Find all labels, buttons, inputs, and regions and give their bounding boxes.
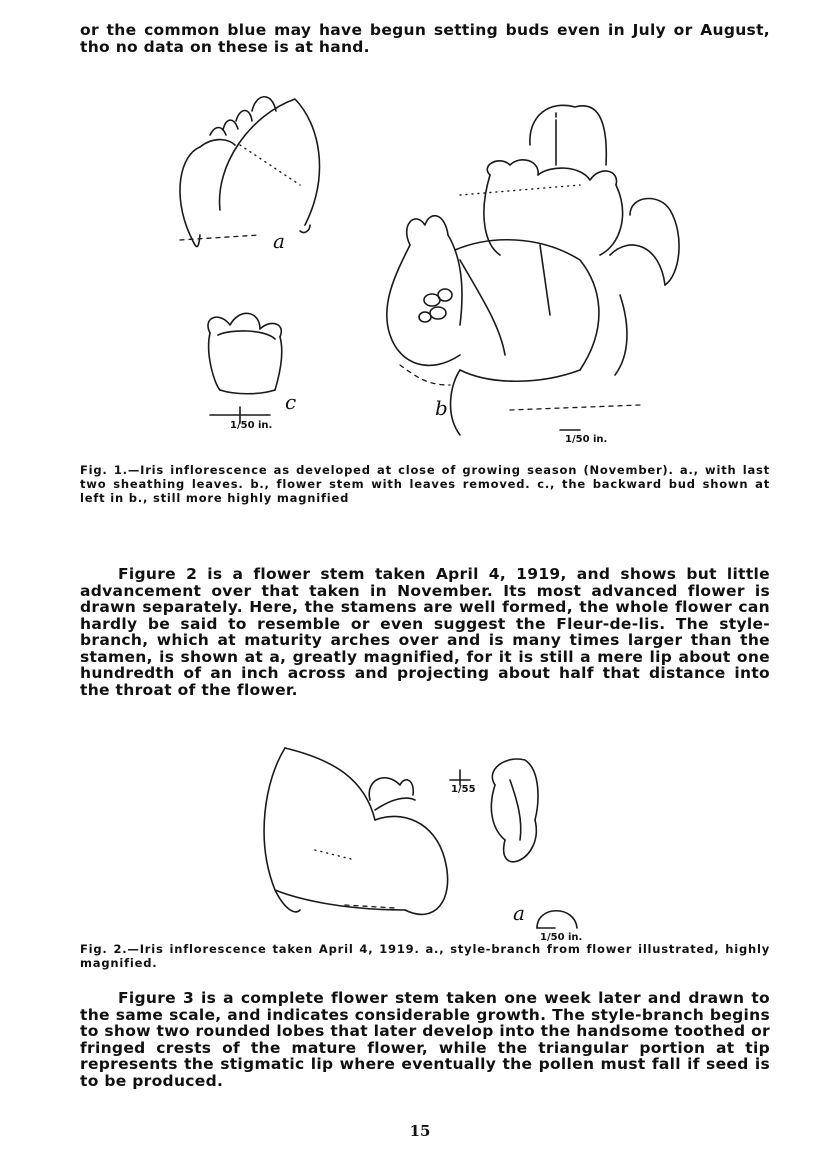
figure-2-caption: Fig. 2.—Iris inflorescence taken April 4, 1919. a., style-branch from flower illustrated, highly magnified. xyxy=(80,942,770,970)
paragraph-figure-3: Figure 3 is a complete flower stem taken one week later and drawn to the same scale, and indicates considerable growth. The style-branch begins to show two rounded lobes that later develop into the handsome toothed or fringed crests of the mature flower, while the triangular portion at tip represents the stigmatic lip where eventually the pollen must fall if seed is to be produced. xyxy=(80,989,770,1090)
figure-1a-label: a xyxy=(273,229,285,253)
figure-2-label-a: a xyxy=(513,901,525,925)
figure-1-caption: Fig. 1.—Iris inflorescence as developed at close of growing season (November). a., with last two sheathing leaves. b., flower stem with leaves removed. c., the backward bud shown at left in b., still more highly magnified xyxy=(80,463,770,505)
page-number: 15 xyxy=(409,1122,431,1140)
figure-1c-scale: 1/50 in. xyxy=(230,420,273,431)
figure-1-drawing xyxy=(160,85,680,455)
figure-1b-label: b xyxy=(435,396,448,420)
figure-2-drawing xyxy=(255,740,585,945)
figure-2-flower-sketch xyxy=(264,748,475,914)
paragraph-figure-2: Figure 2 is a flower stem taken April 4, 1919, and shows but little advancement over that taken in November. Its most advanced flower is drawn separately. Here, the stamens are well formed, the whole flower can hardly be said to resemble or even suggest the Fleur-de-lis. The style-branch, which at maturity arches over and is many times larger than the stamen, is shown at a, greatly magnified, for it is still a mere lip about one hundredth of an inch across and projecting about half that distance into the throat of the flower. xyxy=(80,565,770,699)
figure-2-style-branch-sketch xyxy=(491,759,582,943)
figure-1c-label: c xyxy=(285,390,297,414)
figure-2-scale-a: 1/50 in. xyxy=(540,932,583,943)
figure-1c-sketch xyxy=(208,313,296,431)
figure-1b-sketch xyxy=(387,105,679,445)
figure-1a-sketch xyxy=(180,97,320,253)
figure-1b-scale: 1/50 in. xyxy=(565,434,608,445)
figure-2-scale: 1/55 xyxy=(451,784,476,795)
paragraph-intro: or the common blue may have begun setting buds even in July or August, tho no data on these is at hand. xyxy=(80,21,770,56)
